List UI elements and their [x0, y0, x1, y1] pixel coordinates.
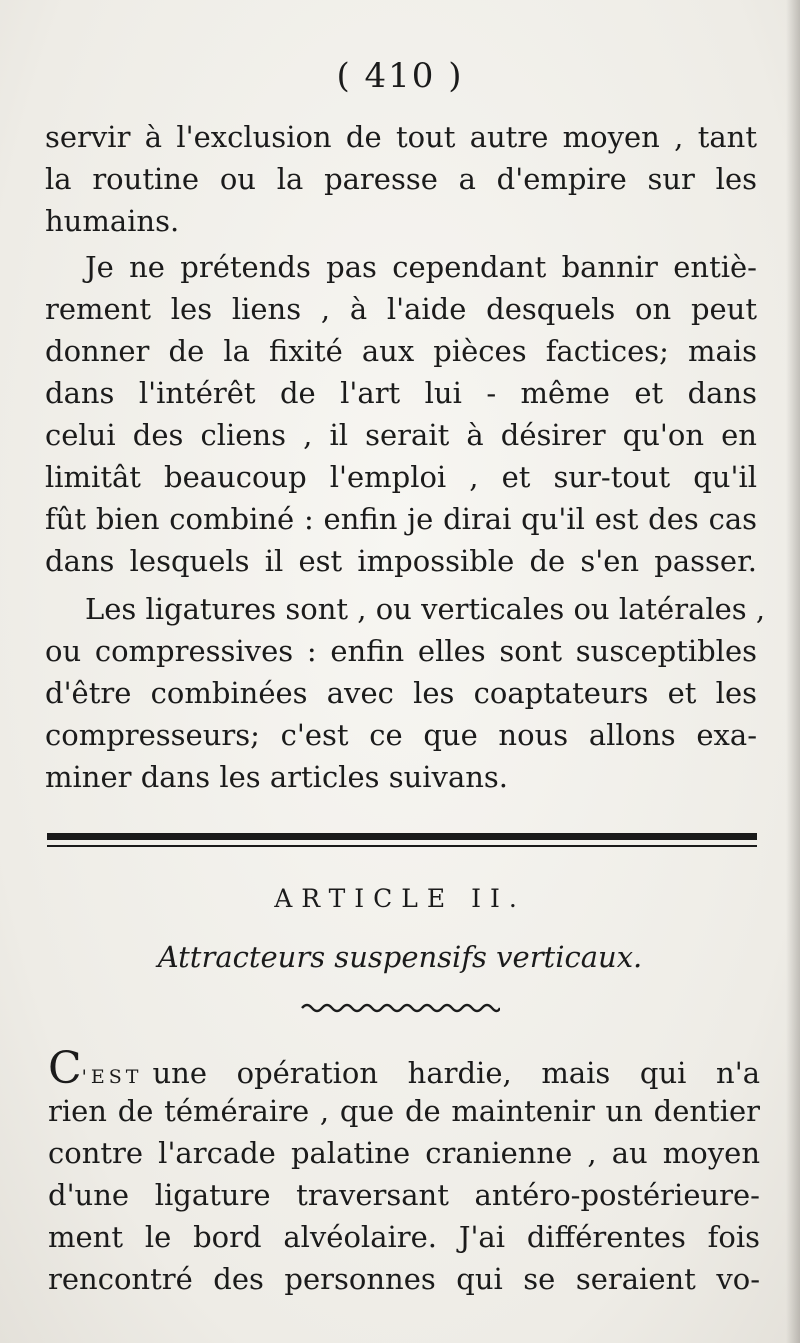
text-line: miner dans les articles suivans.	[45, 760, 509, 794]
text-line: humains.	[45, 204, 180, 238]
text-line: d'une ligature traversant antéro-postérieure-	[48, 1178, 760, 1212]
text-line: fût bien combiné : enfin je dirai qu'il est des cas	[45, 502, 757, 536]
article-heading: ARTICLE II.	[274, 884, 526, 913]
first-line-text: une opération hardie, mais qui n'a	[152, 1056, 760, 1090]
drop-cap: C	[48, 1043, 82, 1094]
text-line: d'être combinées avec les coaptateurs et les	[45, 676, 757, 710]
page-number: ( 410 )	[336, 56, 464, 96]
text-line: rencontré des personnes qui se seraient vo-	[48, 1262, 760, 1296]
paragraph-4	[48, 1043, 760, 1300]
text-line: servir à l'exclusion de tout autre moyen , tant	[45, 120, 757, 154]
text-line: celui des cliens , il serait à désirer qu'on en	[45, 418, 757, 452]
section-rule-thick	[47, 833, 757, 840]
text-line: dans lesquels il est impossible de s'en passer.	[45, 544, 757, 578]
text-line: donner de la fixité aux pièces factices; mais	[45, 334, 757, 368]
text-line	[48, 1043, 760, 1094]
article-subtitle: Attracteurs suspensifs verticaux.	[157, 940, 643, 974]
text-line: Je ne prétends pas cependant bannir entiè-	[85, 250, 757, 284]
text-line: limitât beaucoup l'emploi , et sur-tout qu'il	[45, 460, 757, 494]
text-line: rement les liens , à l'aide desquels on peut	[45, 292, 757, 326]
text-line: compresseurs; c'est ce que nous allons exa-	[45, 718, 757, 752]
text-line: rien de téméraire , que de maintenir un dentier	[48, 1094, 760, 1128]
paragraph-1	[45, 116, 757, 242]
section-rule-thin	[47, 845, 757, 847]
text-line: la routine ou la paresse a d'empire sur les	[45, 162, 757, 196]
text-line: ou compressives : enfin elles sont susceptibles	[45, 634, 757, 668]
text-line: ment le bord alvéolaire. J'ai différentes fois	[48, 1220, 760, 1254]
small-caps-word: 'EST	[81, 1066, 143, 1088]
paragraph-2	[45, 246, 757, 582]
text-line: contre l'arcade palatine cranienne , au moyen	[48, 1136, 760, 1170]
text-line: dans l'intérêt de l'art lui - même et dans	[45, 376, 757, 410]
text-line: Les ligatures sont , ou verticales ou latérales ,	[85, 592, 766, 626]
ornament-divider-icon	[300, 1000, 500, 1016]
paragraph-3	[45, 588, 766, 798]
